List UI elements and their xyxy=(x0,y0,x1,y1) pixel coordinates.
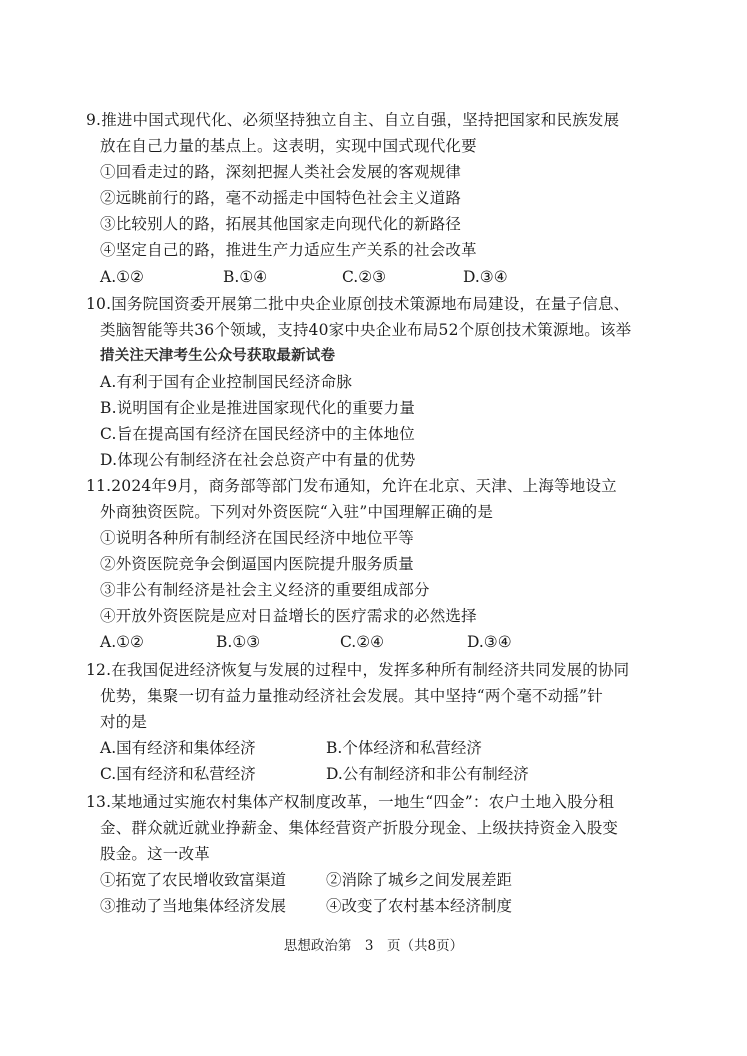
question-9-stem-line-2: 放在自己力量的基点上。这表明，实现中国式现代化要 xyxy=(100,137,477,155)
question-13-stem-line-1: 13.某地通过实施农村集体产权制度改革，一地生“四金”：农户土地入股分租 xyxy=(86,793,615,811)
question-12-option-c: C.国有经济和私营经济 xyxy=(100,765,256,783)
question-12-option-d: D.公有制经济和非公有制经济 xyxy=(326,765,529,783)
question-10-option-a: A.有利于国有企业控制国民经济命脉 xyxy=(100,373,353,391)
question-9-option-c: C.②③ xyxy=(342,268,387,286)
question-11-option-a: A.①② xyxy=(100,633,144,651)
question-11-stem-line-2: 外商独资医院。下列对外资医院“入驻”中国理解正确的是 xyxy=(100,503,494,521)
question-12-stem-line-1: 12.在我国促进经济恢复与发展的过程中，发挥多种所有制经济共同发展的协同 xyxy=(86,661,630,679)
question-11-option-c: C.②④ xyxy=(340,633,385,651)
question-10-stem-line-2: 类脑智能等共36个领域，支持40家中央企业布局52个原创技术策源地。该举 xyxy=(100,321,632,339)
question-13-statement-1: ①拓宽了农民增收致富渠道 xyxy=(100,871,287,889)
question-11-statement-1: ①说明各种所有制经济在国民经济中地位平等 xyxy=(100,529,415,547)
question-10-stem-line-3: 措关注天津考生公众号获取最新试卷 xyxy=(100,347,336,364)
question-9-option-d: D.③④ xyxy=(463,268,508,286)
question-10-option-c: C.旨在提高国有经济在国民经济中的主体地位 xyxy=(100,425,415,443)
question-9-statement-2: ②远眺前行的路，毫不动摇走中国特色社会主义道路 xyxy=(100,189,462,207)
question-11-statement-3: ③非公有制经济是社会主义经济的重要组成部分 xyxy=(100,581,430,599)
question-13-statement-4: ④改变了农村基本经济制度 xyxy=(326,897,513,915)
question-9-stem-line-1: 9.推进中国式现代化、必须坚持独立自主、自立自强，坚持把国家和民族发展 xyxy=(86,111,620,129)
question-11-stem-line-1: 11.2024年9月，商务部等部门发布通知，允许在北京、天津、上海等地设立 xyxy=(86,477,617,495)
question-11-option-b: B.①③ xyxy=(216,633,261,651)
question-9-option-a: A.①② xyxy=(100,268,144,286)
question-12-option-a: A.国有经济和集体经济 xyxy=(100,739,256,757)
question-9-statement-4: ④坚定自己的路，推进生产力适应生产关系的社会改革 xyxy=(100,241,477,259)
question-11-statement-4: ④开放外资医院是应对日益增长的医疗需求的必然选择 xyxy=(100,607,477,625)
question-10-option-b: B.说明国有企业是推进国家现代化的重要力量 xyxy=(100,399,416,417)
question-9-option-b: B.①④ xyxy=(223,268,268,286)
question-10-stem-line-1: 10.国务院国资委开展第二批中央企业原创技术策源地布局建设，在量子信息、 xyxy=(86,295,630,313)
question-13-statement-3: ③推动了当地集体经济发展 xyxy=(100,897,287,915)
question-13-stem-line-3: 股金。这一改革 xyxy=(100,845,210,863)
question-11-statement-2: ②外资医院竞争会倒逼国内医院提升服务质量 xyxy=(100,555,415,573)
question-13-statement-2: ②消除了城乡之间发展差距 xyxy=(326,871,513,889)
question-9-statement-3: ③比较别人的路，拓展其他国家走向现代化的新路径 xyxy=(100,215,462,233)
question-12-stem-line-3: 对的是 xyxy=(100,713,148,731)
question-12-option-b: B.个体经济和私营经济 xyxy=(326,739,482,757)
page-footer: 思想政治第 3 页（共8页） xyxy=(283,938,464,954)
question-9-statement-1: ①回看走过的路，深刻把握人类社会发展的客观规律 xyxy=(100,163,462,181)
question-12-stem-line-2: 优势，集聚一切有益力量推动经济社会发展。其中坚持“两个毫不动摇”针 xyxy=(100,687,603,705)
question-13-stem-line-2: 金、群众就近就业挣薪金、集体经营资产折股分现金、上级扶持资金入股变 xyxy=(100,819,619,837)
question-10-option-d: D.体现公有制经济在社会总资产中有量的优势 xyxy=(100,451,416,469)
question-11-option-d: D.③④ xyxy=(467,633,512,651)
